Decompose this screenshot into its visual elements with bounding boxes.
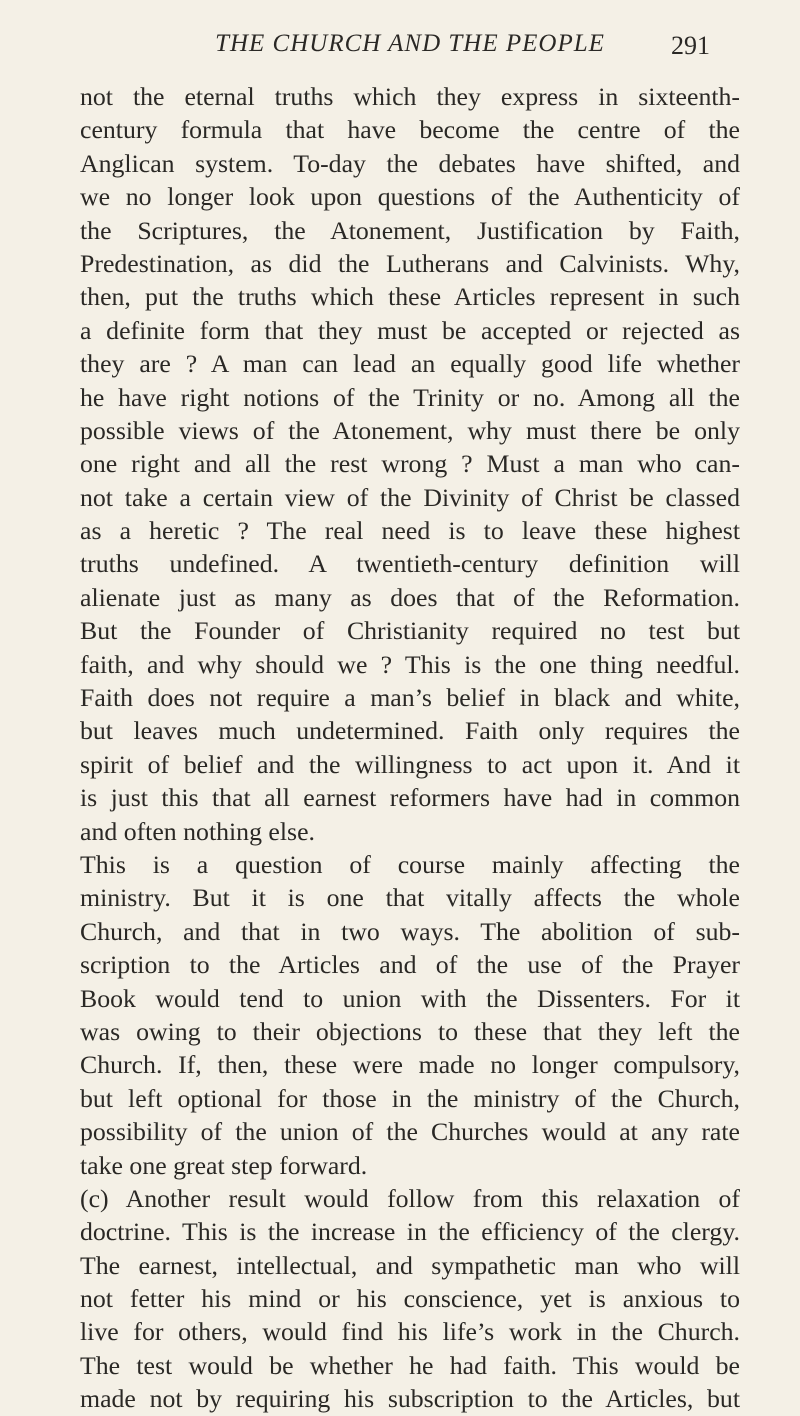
- text-line: Church. If, then, these were made no longer compulsory,: [80, 1050, 740, 1080]
- text-line: spirit of belief and the willingness to act upon it. And it: [80, 749, 740, 779]
- text-line: was owing to their objections to these that they left the: [80, 1016, 740, 1046]
- text-line: The earnest, intellectual, and sympathetic man who will: [80, 1250, 740, 1280]
- text-line: Book would tend to union with the Dissenters. For it: [80, 983, 740, 1013]
- text-line: Predestination, as did the Lutherans and Calvinists. Why,: [80, 248, 740, 278]
- text-line: alienate just as many as does that of the Reformation.: [80, 582, 740, 612]
- text-line: but left optional for those in the ministry of the Church,: [80, 1083, 740, 1113]
- text-line: then, put the truths which these Articles represent in such: [80, 282, 740, 312]
- text-line: possibility of the union of the Churches would at any rate: [80, 1117, 740, 1147]
- text-line: a definite form that they must be accepted or rejected as: [80, 315, 740, 345]
- text-line: they are ? A man can lead an equally good life whether: [80, 349, 740, 379]
- text-line: century formula that have become the centre of the: [80, 115, 740, 145]
- text-line: but leaves much undetermined. Faith only requires the: [80, 716, 740, 746]
- text-line: he have right notions of the Trinity or no. Among all the: [80, 382, 740, 412]
- text-line: the Scriptures, the Atonement, Justification by Faith,: [80, 215, 740, 245]
- text-line: live for others, would find his life’s work in the Church.: [80, 1317, 740, 1347]
- text-line: ministry. But it is one that vitally affects the whole: [80, 883, 740, 913]
- text-line: (c) Another result would follow from this relaxation of: [80, 1183, 740, 1213]
- text-line: doctrine. This is the increase in the efficiency of the clergy.: [80, 1217, 740, 1247]
- text-line: scription to the Articles and of the use of the Prayer: [80, 950, 740, 980]
- text-line: as a heretic ? The real need is to leave these highest: [80, 516, 740, 546]
- text-line: Faith does not require a man’s belief in black and white,: [80, 683, 740, 713]
- page-number: 291: [671, 31, 710, 60]
- text-line: But the Founder of Christianity required no test but: [80, 616, 740, 646]
- text-line: not take a certain view of the Divinity of Christ be classed: [80, 482, 740, 512]
- text-line: Church, and that in two ways. The abolition of sub-: [80, 916, 740, 946]
- text-line: take one great step forward.: [80, 1150, 368, 1180]
- text-line: This is a question of course mainly affecting the: [80, 849, 740, 879]
- running-head: THE CHURCH AND THE PEOPLE: [215, 30, 605, 57]
- text-line: is just this that all earnest reformers have had in common: [80, 783, 740, 813]
- text-line: truths undefined. A twentieth-century definition will: [80, 549, 740, 579]
- text-line: not the eternal truths which they express in sixteenth-: [80, 82, 740, 111]
- text-line: one right and all the rest wrong ? Must a man who can-: [80, 449, 740, 479]
- body-text: [80, 80, 740, 1416]
- text-line: not fetter his mind or his conscience, yet is anxious to: [80, 1284, 740, 1314]
- text-line: Anglican system. To-day the debates have shifted, and: [80, 148, 740, 178]
- text-line: faith, and why should we ? This is the one thing needful.: [80, 649, 740, 679]
- text-line: we no longer look upon questions of the Authenticity of: [80, 182, 740, 212]
- text-line: and often nothing else.: [80, 816, 315, 846]
- text-line: The test would be whether he had faith. This would be: [80, 1350, 740, 1380]
- text-line: made not by requiring his subscription to the Articles, but: [80, 1384, 740, 1414]
- text-line: possible views of the Atonement, why must there be only: [80, 415, 740, 445]
